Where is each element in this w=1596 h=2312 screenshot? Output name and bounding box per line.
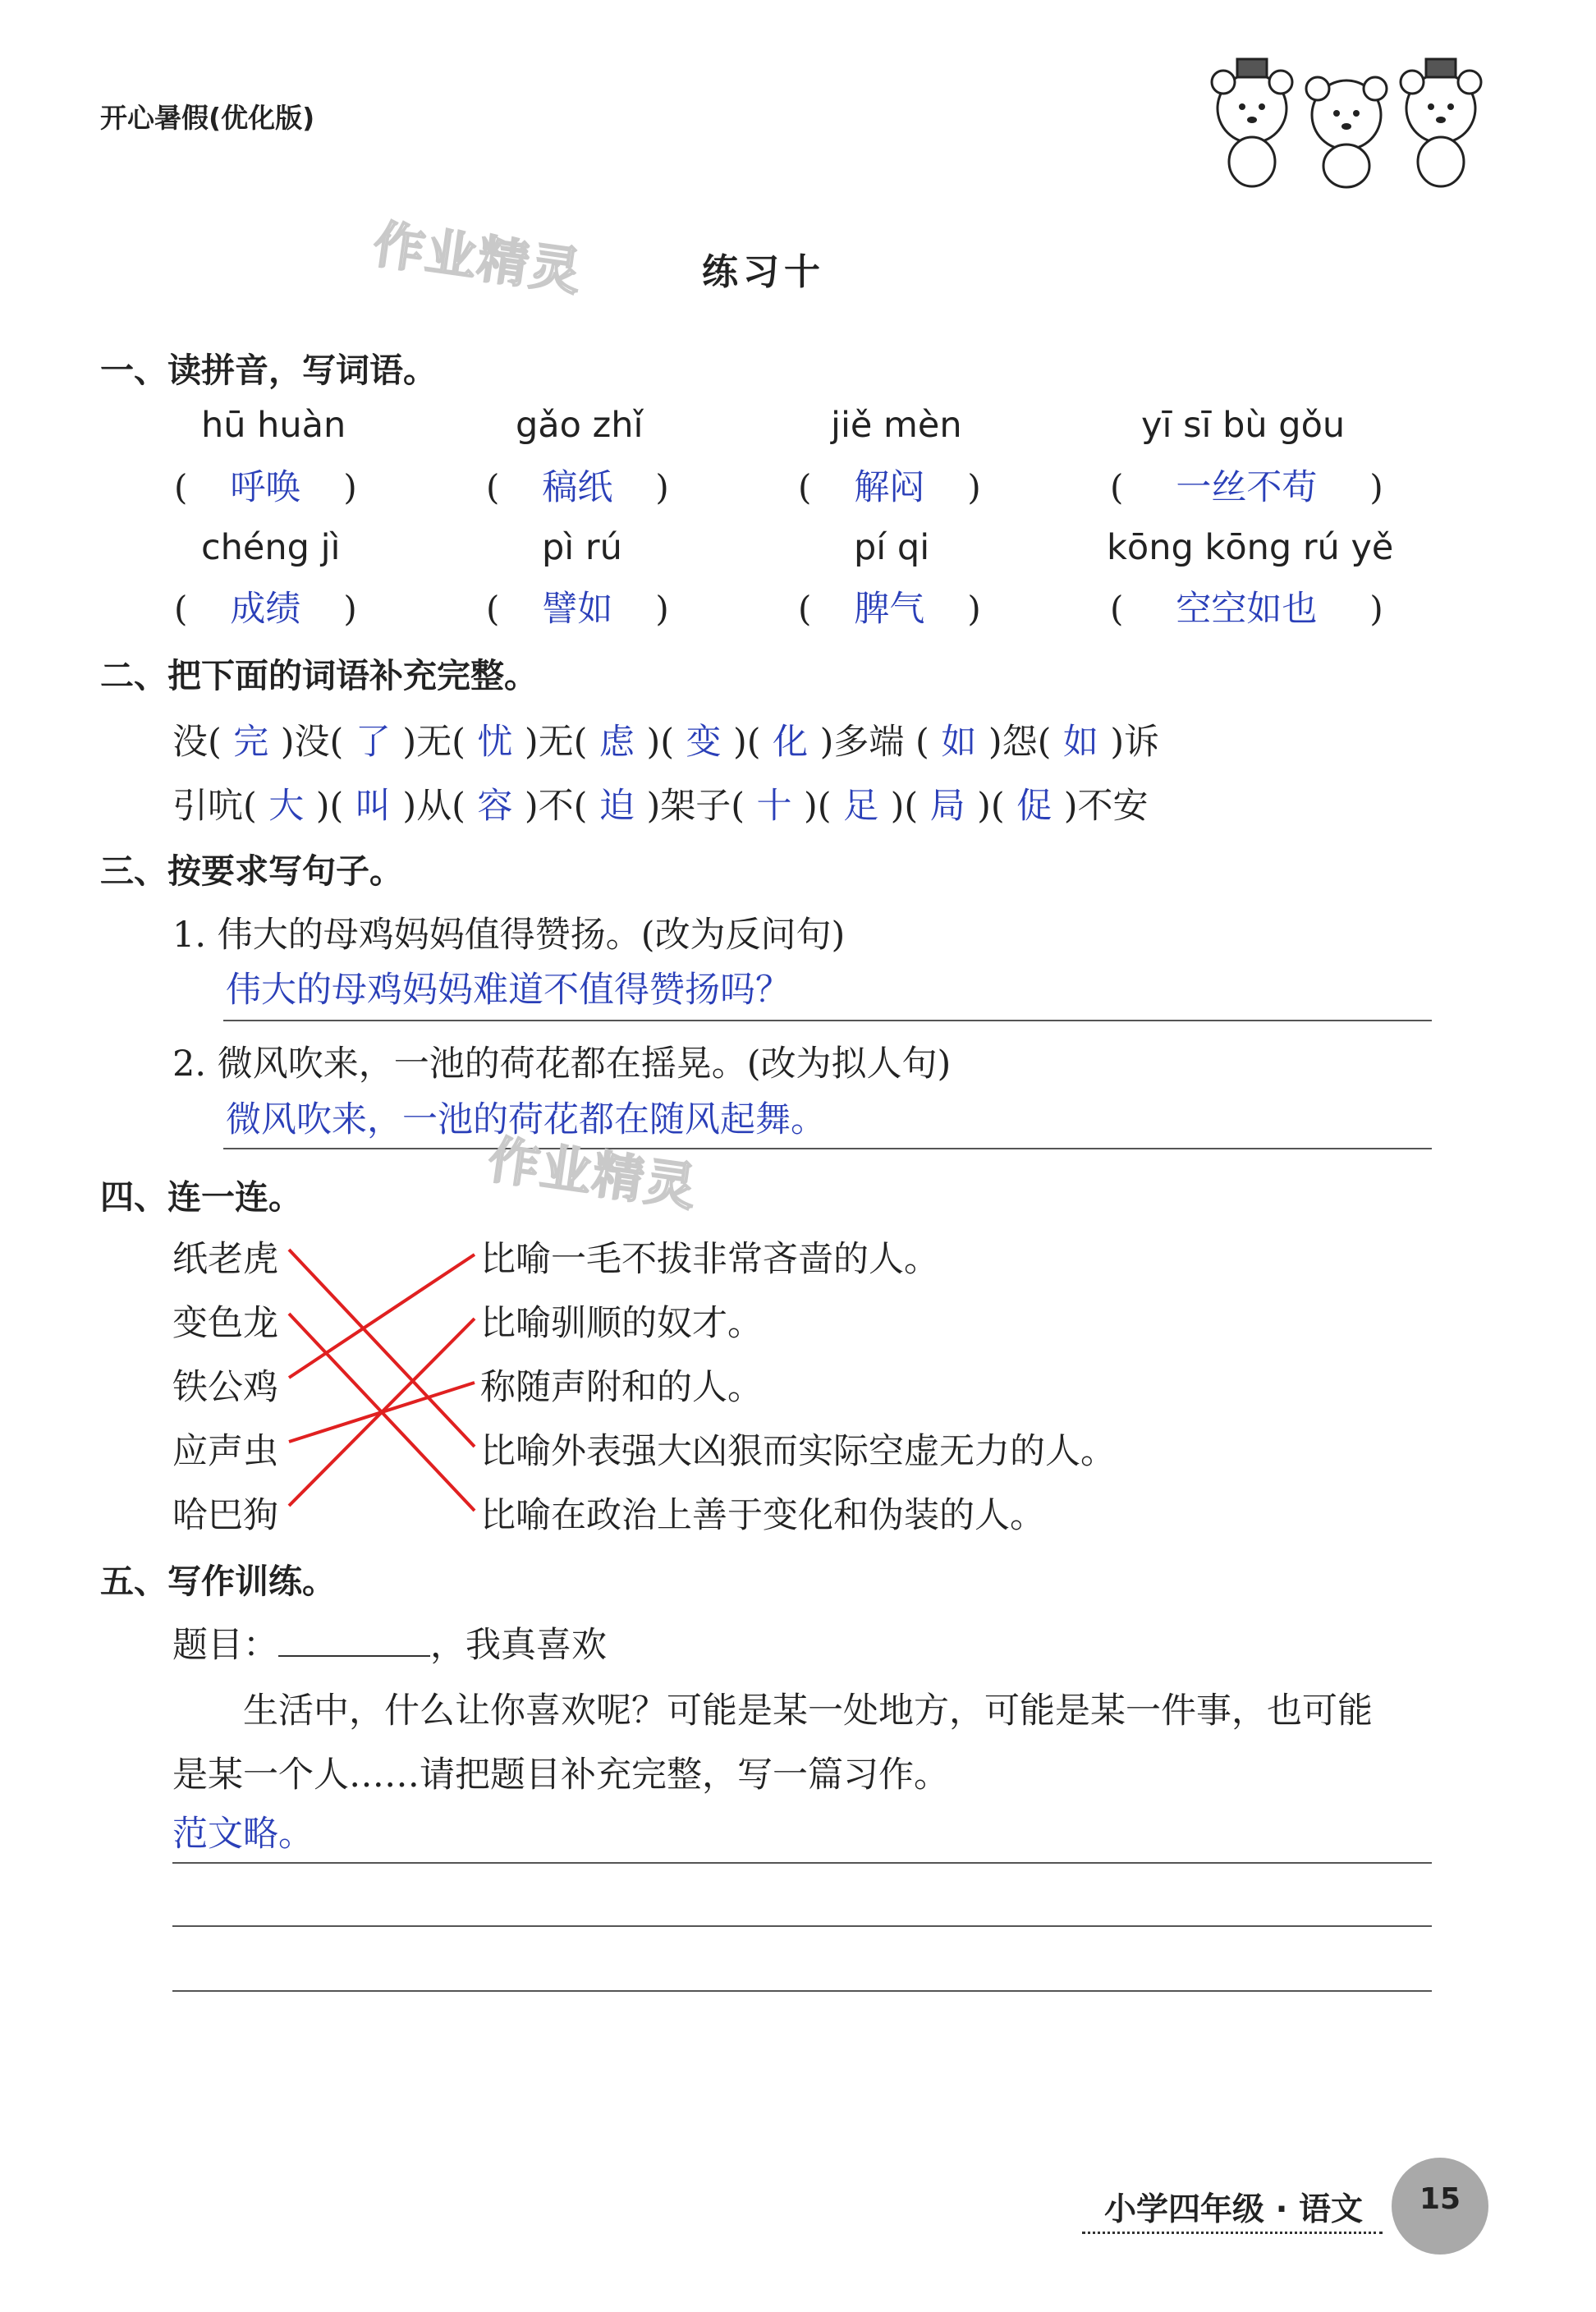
pinyin: pí qi (854, 527, 930, 568)
fill-text: )无( (402, 722, 466, 763)
answer-blank[interactable]: 脾气 (854, 589, 925, 630)
footer-label: 小学四年级 · 语文 (1104, 2191, 1363, 2228)
fill-text: )怨( (988, 722, 1052, 763)
fill-text: )不安 (1063, 786, 1149, 827)
fill-text: )不( (524, 786, 588, 827)
pinyin: gǎo zhǐ (516, 405, 644, 446)
fill-blank[interactable]: 如 (1062, 722, 1098, 763)
right-definition: 比喻在政治上善于变化和伪装的人。 (480, 1495, 1045, 1536)
right-definition: 比喻一毛不拔非常吝啬的人。 (480, 1239, 939, 1280)
section4-title: 四、连一连。 (100, 1177, 302, 1217)
answer-2[interactable]: 微风吹来，一池的荷花都在随风起舞。 (226, 1099, 826, 1140)
paren-group: ( 呼唤 ) (174, 460, 357, 510)
pinyin: pì rú (542, 527, 622, 568)
fill-text: )( (804, 786, 832, 827)
essay-prompt-line-2: 是某一个人……请把题目补充完整，写一篇习作。 (172, 1755, 949, 1796)
book-title: 开心暑假(优化版) (100, 102, 315, 134)
paren-group: ( 空空如也 ) (1110, 581, 1383, 631)
left-term: 哈巴狗 (172, 1495, 278, 1536)
writing-line (172, 1990, 1432, 1992)
paren-group: ( 譬如 ) (486, 581, 669, 631)
essay-prompt-line-1: 生活中，什么让你喜欢呢？可能是某一处地方，可能是某一件事，也可能 (243, 1690, 1373, 1732)
fill-text: )无( (524, 722, 588, 763)
fill-blank[interactable]: 变 (686, 722, 722, 763)
right-definition: 称随声附和的人。 (480, 1367, 763, 1408)
left-term: 铁公鸡 (172, 1367, 278, 1408)
fill-text: )( (890, 786, 919, 827)
fill-blank[interactable]: 促 (1016, 786, 1053, 827)
fill-text: )诉 (1110, 722, 1160, 763)
fill-text: )多端 ( (819, 722, 929, 763)
paren-group: ( 一丝不苟 ) (1110, 460, 1383, 510)
fill-text: )从( (402, 786, 466, 827)
fill-blank[interactable]: 局 (929, 786, 965, 827)
fill-blank[interactable]: 完 (233, 722, 269, 763)
match-line (289, 1255, 475, 1378)
fill-blank[interactable]: 大 (268, 786, 305, 827)
essay-topic (172, 1617, 607, 1667)
section1-title: 一、读拼音，写词语。 (100, 351, 437, 390)
pinyin: jiě mèn (831, 405, 962, 446)
answer-blank[interactable]: 稿纸 (542, 467, 613, 508)
answer-blank[interactable]: 呼唤 (230, 467, 301, 508)
fill-blank[interactable]: 叫 (355, 786, 391, 827)
page-number: 15 (1419, 2182, 1461, 2216)
answer-blank[interactable]: 成绩 (230, 589, 301, 630)
fill-text: )( (315, 786, 344, 827)
paren-group: ( 解闷 ) (798, 460, 981, 510)
paren-group: ( 脾气 ) (798, 581, 981, 631)
writing-line (172, 1925, 1432, 1927)
fill-blank[interactable]: 如 (941, 722, 977, 763)
footer-rule (1082, 2232, 1383, 2234)
section3-title: 三、按要求写句子。 (100, 851, 403, 891)
exercise-title: 练习十 (702, 251, 825, 293)
topic-suffix: ，我真喜欢 (430, 1625, 607, 1666)
left-term: 应声虫 (172, 1431, 278, 1472)
right-definition: 比喻驯顺的奴才。 (480, 1303, 763, 1344)
fill-text: )( (977, 786, 1005, 827)
fill-blank[interactable]: 容 (477, 786, 513, 827)
essay-answer[interactable]: 范文略。 (172, 1814, 314, 1855)
answer-blank[interactable]: 解闷 (854, 467, 925, 508)
fill-text: )( (733, 722, 761, 763)
fill-text: )( (646, 722, 675, 763)
fill-text: 没( (172, 722, 222, 763)
fill-text: )架子( (646, 786, 745, 827)
answer-blank[interactable]: 空空如也 (1176, 589, 1318, 630)
pinyin: hū huàn (201, 405, 346, 446)
answer-blank[interactable]: 譬如 (542, 589, 613, 630)
pinyin: chéng jì (201, 527, 341, 568)
paren-group: ( 稿纸 ) (486, 460, 669, 510)
fill-text: 引吭( (172, 786, 257, 827)
watermark: 作业精灵 (484, 1129, 702, 1218)
fill-blank[interactable]: 虑 (598, 722, 635, 763)
pinyin: kōng kōng rú yě (1107, 527, 1394, 568)
left-term: 变色龙 (172, 1303, 278, 1344)
right-definition: 比喻外表强大凶狠而实际空虚无力的人。 (480, 1431, 1116, 1472)
section2-title: 二、把下面的词语补充完整。 (100, 656, 538, 695)
pinyin: yī sī bù gǒu (1141, 405, 1346, 446)
writing-line (172, 1862, 1432, 1864)
fill-blank[interactable]: 十 (756, 786, 792, 827)
paren-group: ( 成绩 ) (174, 581, 357, 631)
answer-blank[interactable]: 一丝不苟 (1176, 467, 1318, 508)
fill-blank[interactable]: 忧 (477, 722, 513, 763)
left-term: 纸老虎 (172, 1239, 278, 1280)
fill-blank[interactable]: 足 (843, 786, 879, 827)
topic-prefix: 题目： (172, 1625, 278, 1666)
question-2: 2. 微风吹来，一池的荷花都在摇晃。(改为拟人句) (172, 1044, 952, 1085)
topic-blank[interactable] (278, 1626, 430, 1657)
fill-blank[interactable]: 了 (355, 722, 391, 763)
question-1: 1. 伟大的母鸡妈妈值得赞扬。(改为反问句) (172, 915, 846, 956)
watermark: 作业精灵 (369, 213, 587, 303)
section5-title: 五、写作训练。 (100, 1562, 336, 1601)
fill-text: )没( (280, 722, 344, 763)
fill-blank[interactable]: 迫 (598, 786, 635, 827)
fill-blank[interactable]: 化 (773, 722, 809, 763)
answer-1[interactable]: 伟大的母鸡妈妈难道不值得赞扬吗？ (226, 970, 791, 1011)
